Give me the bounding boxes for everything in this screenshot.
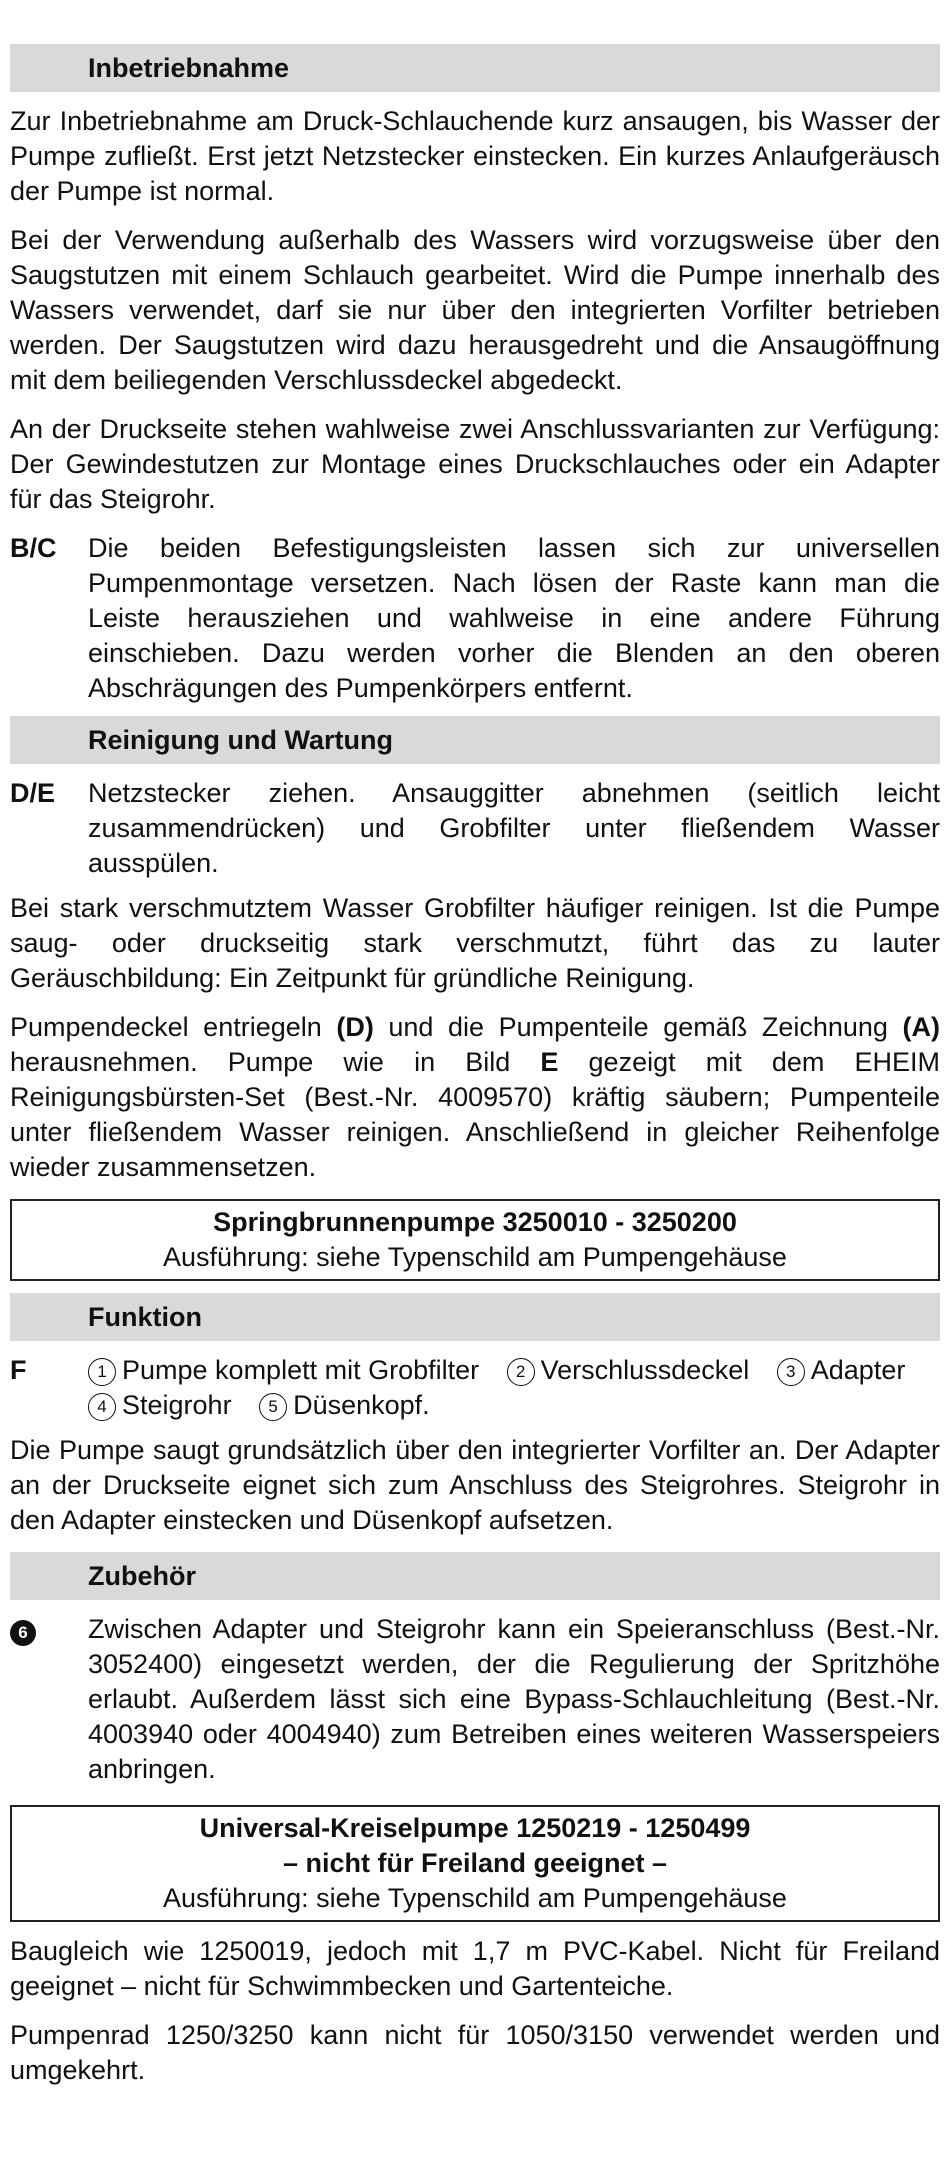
circled-number: 2 <box>507 1358 535 1386</box>
paragraph: An der Druckseite stehen wahlweise zwei Anschlussvarianten zur Verfügung: Der Gewindestutzen zur Montage eines Druckschlauches oder ein Adapter für das Steigrohr. <box>10 414 940 514</box>
figure-reference-item <box>10 776 940 881</box>
figure-label: B/C <box>10 533 57 563</box>
paragraph: Bei stark verschmutztem Wasser Grobfilter häufiger reinigen. Ist die Pumpe saug- oder druckseitig stark verschmutzt, führt das zu lauter Geräuschbildung: Ein Zeitpunkt für gründliche Reinigung. <box>10 893 940 993</box>
paragraph: Die Pumpe saugt grundsätzlich über den integrierter Vorfilter an. Der Adapter an der Druckseite eignet sich zum Anschluss des Steigrohres. Steigrohr in den Adapter einstecken und Düsenkopf aufsetzen. <box>10 1435 940 1535</box>
figure-reference-item <box>10 531 940 706</box>
paragraph: Pumpenrad 1250/3250 kann nicht für 1050/3150 verwendet werden und umgekehrt. <box>10 2020 940 2085</box>
figure-label: D/E <box>10 778 56 808</box>
filled-number-marker: 6 <box>10 1620 36 1646</box>
section-heading-reinigung: Reinigung und Wartung <box>10 716 940 764</box>
product-box <box>10 1805 940 1922</box>
product-subtitle: Ausführung: siehe Typenschild am Pumpengehäuse <box>163 1883 787 1913</box>
paragraph: Bei der Verwendung außerhalb des Wassers wird vorzugsweise über den Saugstutzen mit einem Schlauch gearbeitet. Wird die Pumpe innerhalb des Wassers verwendet, darf sie nur über den integrierten Vorfilter betrieben werden. Der Saugstutzen wird dazu herausgedreht und die Ansaugöffnung mit dem beiliegenden Verschlussdeckel abgedeckt. <box>10 225 940 395</box>
product-note: – nicht für Freiland geeignet – <box>282 1848 668 1878</box>
item-text: Zwischen Adapter und Steigrohr kann ein Speieranschluss (Best.-Nr. 3052400) eingesetzt werden, der die Regulierung der Spritzhöhe erlaubt. Außerdem lässt sich eine Bypass-Schlauchleitung (Best.-Nr. 4003940 oder 4004940) zum Betreiben eines weiteren Wasserspeiers anbringen. <box>88 1614 940 1784</box>
paragraph: Baugleich wie 1250019, jedoch mit 1,7 m PVC-Kabel. Nicht für Freiland geeignet – nicht für Schwimmbecken und Gartenteiche. <box>10 1936 940 2001</box>
item-text: Netzstecker ziehen. Ansauggitter abnehmen (seitlich leicht zusammendrücken) und Grobfilter unter fließendem Wasser ausspülen. <box>88 778 940 878</box>
product-box <box>10 1199 940 1281</box>
circled-number: 3 <box>777 1358 805 1386</box>
item-text: Die beiden Befestigungsleisten lassen sich zur universellen Pumpenmontage versetzen. Nach lösen der Raste kann man die Leiste herausziehen und wahlweise in eine andere Führung einschieben. Dazu werden vorher die Blenden an den oberen Abschrägungen des Pumpenkörpers entfernt. <box>88 533 940 703</box>
paragraph: Pumpendeckel entriegeln (D) und die Pumpenteile gemäß Zeichnung (A) herausnehmen. Pumpe wie in Bild E gezeigt mit dem EHEIM Reinigungsbürsten-Set (Best.-Nr. 4009570) kräftig säubern; Pumpenteile unter fließendem Wasser reinigen. Anschließend in gleicher Reihenfolge wieder zusammensetzen. <box>10 1012 941 1182</box>
accessory-item <box>10 1612 940 1787</box>
circled-number: 1 <box>88 1358 116 1386</box>
product-title: Universal-Kreiselpumpe 1250219 - 1250499 <box>199 1813 751 1843</box>
parts-list: 1 Pumpe komplett mit Grobfilter 2 Verschlussdeckel 3 Adapter 4 Steigrohr 5 Düsenkopf. <box>88 1353 940 1423</box>
section-heading-inbetriebnahme: Inbetriebnahme <box>10 44 940 92</box>
section-heading-funktion: Funktion <box>10 1293 940 1341</box>
circled-number: 5 <box>259 1393 287 1421</box>
figure-reference-item <box>10 1353 940 1423</box>
product-title: Springbrunnenpumpe 3250010 - 3250200 <box>213 1207 737 1237</box>
paragraph: Zur Inbetriebnahme am Druck-Schlauchende kurz ansaugen, bis Wasser der Pumpe zufließt. Erst jetzt Netzstecker einstecken. Ein kurzes Anlaufgeräusch der Pumpe ist normal. <box>10 106 940 206</box>
section-heading-zubehoer: Zubehör <box>10 1552 940 1600</box>
figure-label: F <box>10 1355 27 1385</box>
product-subtitle: Ausführung: siehe Typenschild am Pumpengehäuse <box>163 1242 787 1272</box>
circled-number: 4 <box>88 1393 116 1421</box>
